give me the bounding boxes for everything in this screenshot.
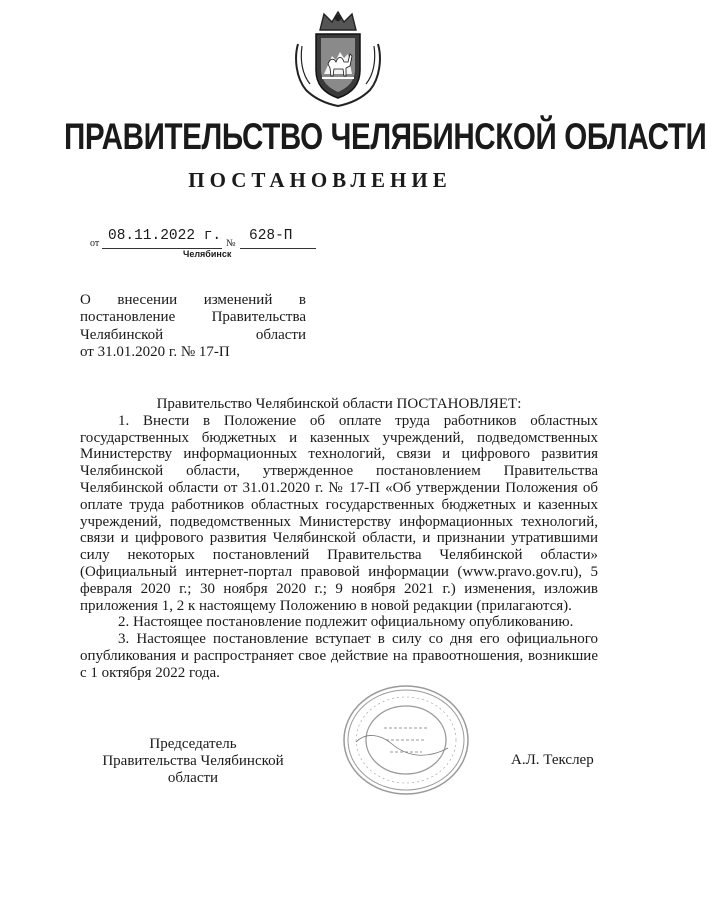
subject-line: постановление Правительства bbox=[80, 309, 306, 326]
position-organization: Правительства Челябинской области bbox=[102, 753, 284, 786]
government-title: ПРАВИТЕЛЬСТВО ЧЕЛЯБИНСКОЙ ОБЛАСТИ bbox=[64, 116, 706, 157]
document-date: 08.11.2022 г. bbox=[108, 228, 222, 244]
body-item-3: 3. Настоящее постановление вступает в силу со дня его официального опубликования и распространяет свое действие на правоотношения, возникшие с 1 октября 2022 года. bbox=[80, 631, 598, 681]
body-item-1: 1. Внести в Положение об оплате труда работников областных государственных бюджетных и казенных учреждений, подведомственных Министерству информационных технологий, связи и цифрового развития Челябинской области, утвержденное постановлением Правительства Челябинской области от 31.01.2020 г. № 17-П «Об утверждении Положения об оплате труда работников областных государственных бюджетных и казенных учреждений, подведомственных Министерству информационных технологий, связи и цифрового развития Челябинской области, и признании утратившими силу некоторых постановлений Правительства Челябинской области» (Официальный интернет-портал правовой информации (www.pravo.gov.ru), 5 февраля 2020 г.; 30 ноября 2020 г.; 9 ноября 2021 г.) изменения, изложив приложения 1, 2 к настоящему Положению в новой редакции (прилагаются). bbox=[80, 412, 598, 614]
document-number: 628-П bbox=[249, 228, 293, 244]
number-underline bbox=[240, 248, 316, 249]
subject-line: О внесении изменений в bbox=[80, 292, 306, 308]
body-item-2: 2. Настоящее постановление подлежит официальному опубликованию. bbox=[118, 614, 574, 631]
signer-name: А.Л. Текслер bbox=[511, 752, 594, 768]
subject-line: Челябинской области bbox=[80, 326, 306, 343]
position-title: Председатель bbox=[149, 736, 237, 752]
number-prefix: № bbox=[226, 238, 236, 249]
body-intro: Правительство Челябинской области ПОСТАНОВЛЯЕТ: bbox=[156, 396, 522, 412]
official-seal-icon bbox=[336, 682, 474, 798]
coat-of-arms-icon bbox=[292, 8, 384, 108]
subject-line: от 31.01.2020 г. № 17-П bbox=[80, 343, 230, 360]
city-label: Челябинск bbox=[183, 249, 232, 259]
document-type: ПОСТАНОВЛЕНИЕ bbox=[188, 168, 452, 192]
signatory-position bbox=[80, 736, 306, 787]
document-subject bbox=[80, 292, 306, 361]
date-prefix: от bbox=[90, 238, 100, 249]
document-body bbox=[80, 396, 598, 682]
